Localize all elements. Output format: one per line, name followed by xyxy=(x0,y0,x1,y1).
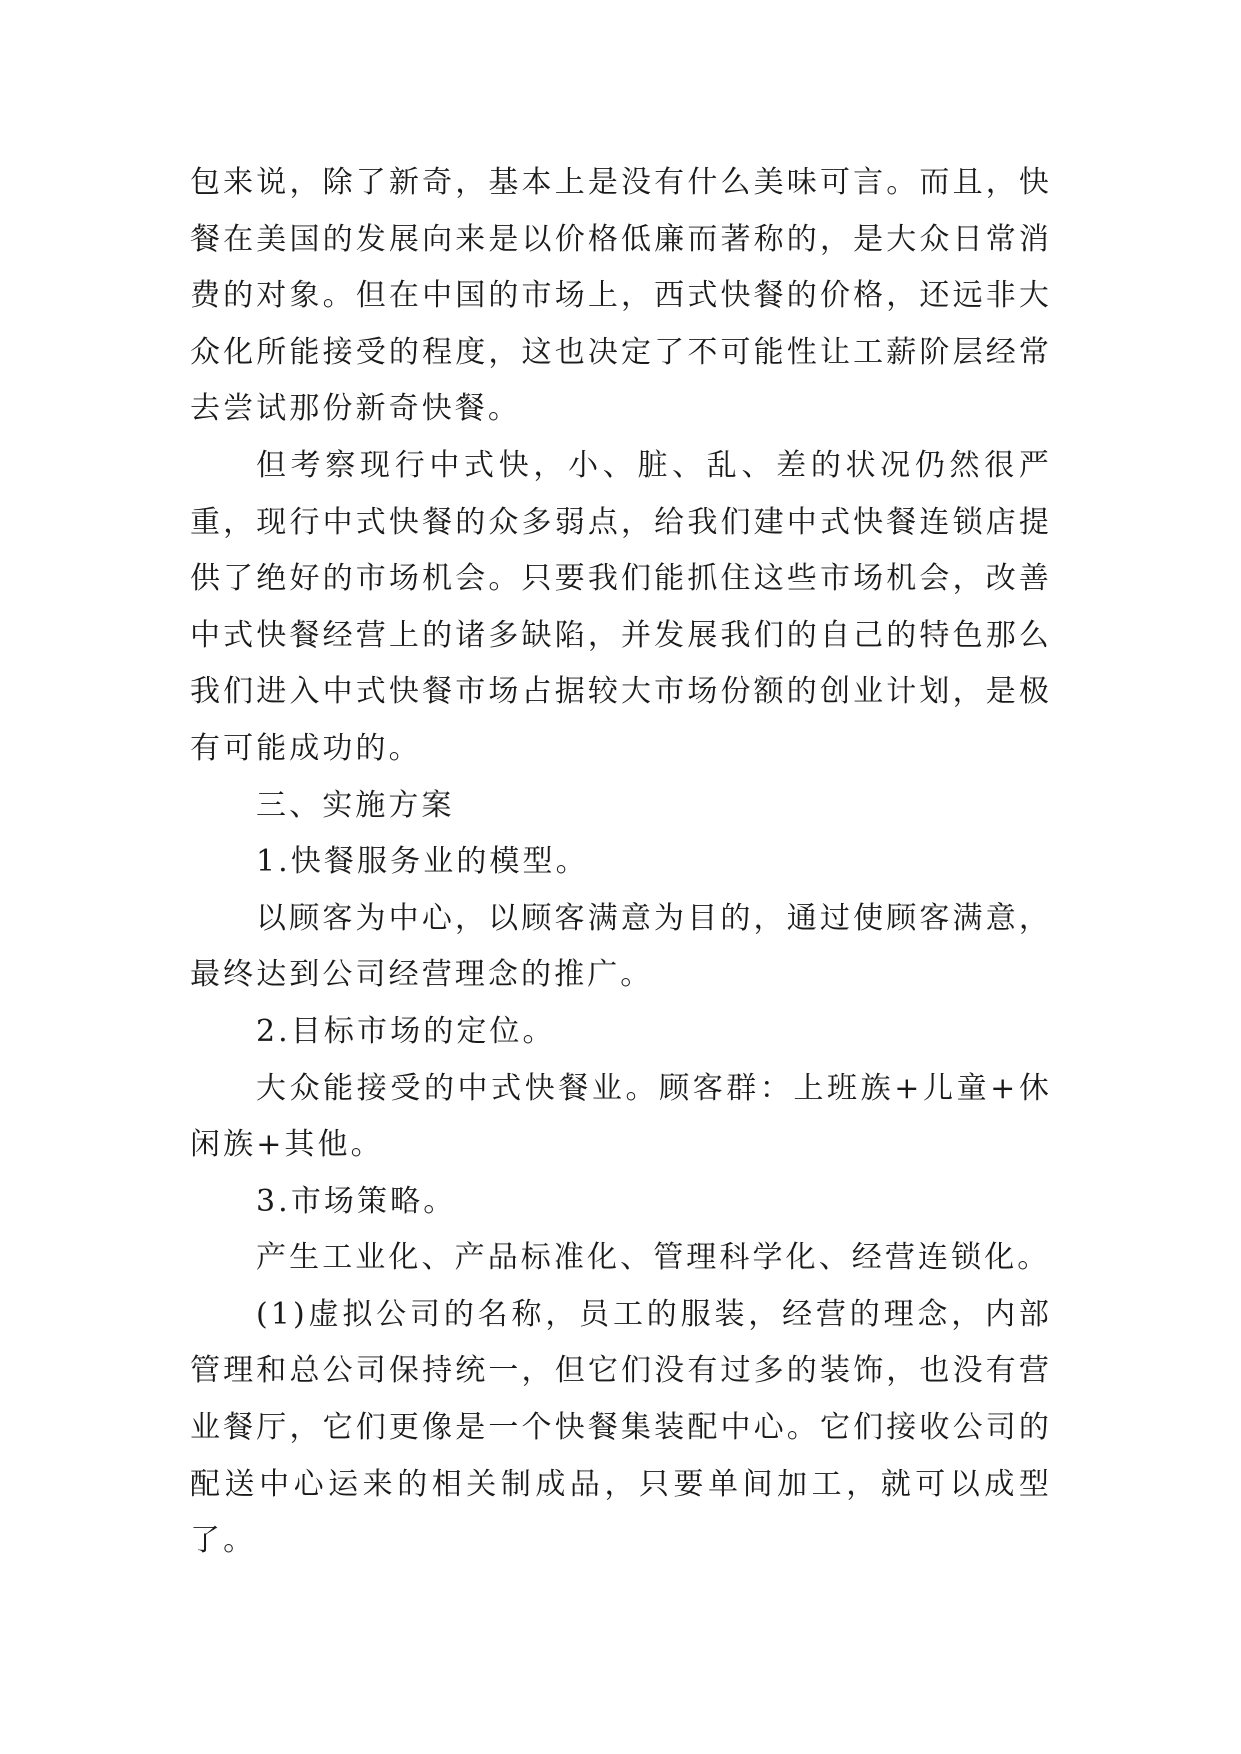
paragraph-4: 大众能接受的中式快餐业。顾客群：上班族+儿童+休闲族+其他。 xyxy=(190,1070,1052,1163)
document-body xyxy=(190,155,1052,1570)
paragraph-1: 包来说，除了新奇，基本上是没有什么美味可言。而且，快餐在美国的发展向来是以价格低廉而著称的，是大众日常消费的对象。但在中国的市场上，西式快餐的价格，还远非大众化所能接受的程度，这也决定了不可能性让工薪阶层经常去尝试那份新奇快餐。 xyxy=(190,165,1052,427)
section-heading: 三、实施方案 xyxy=(256,787,455,823)
subheading-2: 2.目标市场的定位。 xyxy=(256,1013,556,1049)
paragraph-5: 产生工业化、产品标准化、管理科学化、经营连锁化。 xyxy=(256,1240,1051,1276)
paragraph-3: 以顾客为中心，以顾客满意为目的，通过使顾客满意，最终达到公司经营理念的推广。 xyxy=(190,900,1052,993)
paragraph-2: 但考察现行中式快，小、脏、乱、差的状况仍然很严重，现行中式快餐的众多弱点，给我们建中式快餐连锁店提供了绝好的市场机会。只要我们能抓住这些市场机会，改善中式快餐经营上的诸多缺陷，并发展我们的自己的特色那么我们进入中式快餐市场占据较大市场份额的创业计划，是极有可能成功的。 xyxy=(190,447,1052,766)
subheading-3: 3.市场策略。 xyxy=(256,1183,457,1219)
paragraph-6: (1)虚拟公司的名称，员工的服装，经营的理念，内部管理和总公司保持统一，但它们没有过多的装饰，也没有营业餐厅，它们更像是一个快餐集装配中心。它们接收公司的配送中心运来的相关制成品，只要单间加工，就可以成型了。 xyxy=(190,1296,1052,1559)
subheading-1: 1.快餐服务业的模型。 xyxy=(256,844,589,880)
